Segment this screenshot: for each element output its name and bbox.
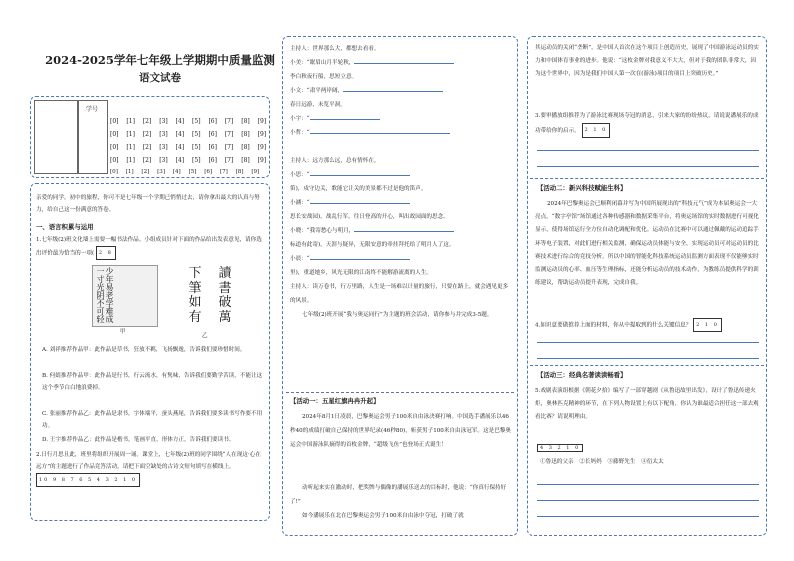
id-label: 学号: [86, 106, 99, 113]
line-text: 小涵：“: [290, 200, 310, 206]
answer-blank[interactable]: [310, 197, 410, 204]
char: 讀: [218, 266, 232, 281]
line-continuation: 笛)，戍守边关，歌能它让关的美景都不过是他的笛声。: [290, 186, 427, 192]
student-line-xiaoxiao: [290, 224, 512, 238]
activity-one-heading: 【活动一：五星红旗冉冉升起】: [290, 397, 380, 405]
activity-one-para-3: 如今潘展乐在北在巴黎奥运会男子100米自由泳中夺冠，打破了就: [302, 513, 464, 519]
id-left-box: [34, 100, 78, 174]
answer-blank[interactable]: [380, 127, 450, 134]
answer-line[interactable]: [537, 500, 759, 501]
activity-two-heading: 【活动二：新兴科技赋能生科】: [537, 184, 627, 192]
host-line-3: 主持人：读万卷书，行万里路，人生是一场难以计量的旅行，只要在路上，就会遇见更多的风景。: [290, 284, 509, 304]
option-a[interactable]: A. 刘祥推荐作品甲：此作品是草书，狂放不羁，飞扬飘逸，告诉我们要珍惜时间。: [42, 347, 246, 353]
line-text: 小晓：“我寄愁心与明月，: [290, 228, 355, 234]
char: 書: [218, 280, 232, 296]
host-line-2: 主持人：远方那么远，总有情怀在。: [290, 158, 380, 164]
student-line-xiaomei: [290, 56, 512, 70]
class-activity-intro: 七年级(2)班开展“我与奥运同行”为主题的班会活动，请你参与并完成3-5题。: [302, 312, 493, 318]
line-text: 小哲：“: [290, 130, 310, 136]
column-three-top-para: 其运动员的关闭“垄断”，是中国人首次在这个项目上创造历史，展现了中国游泳运动员的实力和中国体育事业的进步。他说：“这枚金牌对我意义不大大，但对于我的团队非常大，因为这个世界中，因为是我们中国人第一次在(游泳)项目的项目上突破历史。”: [535, 45, 759, 77]
student-line-xiaosi: [290, 168, 512, 182]
student-line-xiaohan: [290, 196, 512, 210]
calligraphy-a: [92, 265, 158, 327]
option-c[interactable]: C. 张丽推荐作品乙：此作品是隶书，字体端平，蚕头燕尾，告诉我们要多读书写作要不用功。: [42, 411, 263, 429]
answer-blank[interactable]: [310, 169, 410, 176]
student-line-xiaozhe: [290, 126, 512, 140]
activity-three-heading: 【活动三：经典名著读读畅看】: [537, 371, 627, 379]
activity-three-rule: [530, 365, 764, 366]
question-5-score-boxes[interactable]: [537, 437, 583, 456]
char: 筆: [188, 280, 202, 296]
activity-one-para-1: 2024年8月1日凌晨，巴黎奥运会男子100米自由泳决赛打响。中国选手潘展乐以46秒40的成绩打破自己保持的世界纪录(46秒80)，斩获男子100米自由泳冠军。这是巴黎奥运会中国游泳队摘得的首枚金牌，“超级飞鱼”也登场正式诞生！: [290, 414, 511, 448]
calligraphy-b-col2: [188, 267, 202, 325]
question-4: [535, 318, 761, 332]
question-3: [535, 110, 761, 138]
id-row-2[interactable]: [0] [1] [2] [3] [4] [5] [6] [7] [8] [9]: [110, 131, 267, 138]
question-5-choices[interactable]: ①鲁迅的父亲 ②长妈妈 ③藤野先生 ④衍太太: [540, 459, 664, 465]
student-line-xiaowen: [290, 84, 512, 98]
question-1-text: 1.七年级(2)班文化墙上需要一幅书法作品。小组成员针对下面的作品给出发表意见，请你选出评价最为恰当的一项(: [36, 237, 262, 257]
section-one-heading: 一、语言积累与运用: [36, 223, 94, 231]
calligraphy-b: [172, 265, 238, 327]
exam-title: 2024-2025学年七年级上学期期中质量监测: [45, 53, 275, 67]
exam-subject: 语文试卷: [139, 72, 181, 84]
answer-line[interactable]: [537, 342, 759, 343]
line-text: 小思：“: [290, 172, 310, 178]
intro-text: 亲爱的同学，初中的旅程，你可不是七年级一个学期已悄悄过去，请你拿出最大的认真与努力，给自己这一份满意的答卷。: [36, 195, 260, 213]
option-d[interactable]: D. 王宇推荐作品乙：此作品是楷书，笔画平直，形体方正，告诉我们要读书。: [42, 437, 235, 443]
activity-one-para-2: 动听起来实在激动时，把奖牌与偶像的潘展乐送去的目标时，他说：“你真行保持好了!”: [290, 485, 507, 505]
student-line-xiaoyu: [290, 112, 512, 126]
id-row-4[interactable]: [0] [1] [2] [3] [4] [5] [6] [7] [8] [9]: [110, 157, 267, 164]
answer-blank[interactable]: [310, 127, 380, 134]
question-2: [36, 449, 264, 487]
question-2-score-boxes[interactable]: 10 9 8 7 6 5 4 3 2 1 0: [36, 473, 140, 487]
label-a: 甲: [120, 329, 126, 335]
column-two-text: [290, 42, 512, 322]
line-text: 小晨：“: [290, 256, 310, 262]
option-b[interactable]: B. 何婧推荐作品甲：此作品是行书，行云流水，有隽味，告诉我们要勤学苦读，不能让这这个季节白白地浪费掉。: [42, 373, 263, 391]
id-row-3[interactable]: [0] [1] [2] [3] [4] [5] [6] [7] [8] [9]: [110, 144, 267, 151]
answer-line[interactable]: [537, 150, 759, 151]
char: 萬: [218, 309, 232, 325]
char: 下: [188, 266, 202, 281]
line-continuation: 李白秋夜行船，思短立意。: [290, 74, 358, 80]
question-3-text: 3.要审播放组推荐为了游泳比赛现场夺冠的消息，引来大家的纷纷热议，请说说潘展乐的成功带给你的启示。: [535, 113, 759, 134]
line-continuation: 标道有此寄)，天涯与疑异，无限安意的牵挂拜托给了明月人了这。: [290, 242, 455, 248]
line-continuation: 春日远游，未览平洞。: [290, 102, 346, 108]
answer-blank[interactable]: [343, 85, 443, 92]
answer-line[interactable]: [537, 484, 759, 485]
answer-line[interactable]: [537, 166, 759, 167]
calligraphy-b-col1: [218, 267, 232, 325]
char: 破: [218, 295, 232, 310]
question-4-score-boxes[interactable]: 2 1 0: [693, 318, 722, 332]
question-3-score-boxes[interactable]: 2 1 0: [582, 123, 611, 138]
student-line-xiaochen: [290, 252, 512, 266]
line-continuation: 里)，重道她乡，风光无限的江南终不能解游流离的人生。: [290, 270, 433, 276]
host-line-1: 主持人：世界那么大，都想去看看。: [290, 46, 380, 52]
line-text: 小文：“肃平两岸阔，: [290, 88, 344, 94]
answer-line[interactable]: [537, 358, 759, 359]
score-boxes[interactable]: 4 3 2 1 0: [537, 444, 583, 452]
calligraphy-a-text: 少年易老学难成 一寸光阴不可轻: [96, 267, 114, 323]
answer-blank[interactable]: [354, 225, 454, 232]
line-continuation: 思长安战园)，战乱行军，往日登高的开心，叫出故园面的思念。: [290, 214, 449, 220]
char: 如: [188, 295, 202, 310]
activity-two-para: 2024年巴黎奥运会已顺利闭幕并写为中国所展现出的“科技元气”成为本届奥运会一大亮点。“数字亭馆”场馆通过各种传感器和数据采集平台，将奥运场馆的实时数据进行可视化显示，使得场馆运行全方位自动化调配和优化。运动员在比赛中可以通过佩戴的运动追踪手环等电子装置，对此们进行相关监测，确保运动员体能与安全，实现运动员可对运动员的比赛技术进行综合的竞技分析。所以中国的智能化科技系统运动员监测方面表现不仅能够实时监测运动员的心率、血压等生理指标，还能分析运动员的技术动作，为教练员提供科学的训练建议，帮助运动员提升表现，完成自我。: [535, 201, 759, 287]
line-text: 小美：“眠眉山月半轮秋，: [290, 60, 355, 66]
question-2-text: 2.日行月思且此，班里将组织开展周一诵。课堂上，七年级(2)班的同学围绕“人在现这·心在远方”的主题进行了作品竞答活动。请把下面空缺处的古诗文短句填写在横线上。: [36, 452, 261, 470]
id-row-1[interactable]: [0] [1] [2] [3] [4] [5] [6] [7] [8] [9]: [110, 118, 267, 125]
line-text: 小宇：“: [290, 116, 310, 122]
label-b: 乙: [202, 333, 208, 339]
answer-blank[interactable]: [310, 113, 380, 120]
question-4-text: 4.如识意要做推荐上面的材料，你从中提取到的什么关键信息？: [535, 322, 692, 329]
char: 有: [188, 309, 202, 325]
question-1: [36, 234, 264, 260]
id-row-5[interactable]: [0] [1] [2] [3] [4] [5] [6] [7] [8] [9]: [110, 169, 260, 175]
question-1-score-boxes[interactable]: 2 8: [96, 246, 116, 260]
activity-two-rule: [530, 178, 764, 179]
answer-blank[interactable]: [354, 57, 454, 64]
answer-blank[interactable]: [310, 253, 410, 260]
answer-line[interactable]: [537, 516, 759, 517]
activity-one-rule: [286, 392, 514, 393]
question-5: 5.戏剧表演组根据《朝花夕拾》编写了一部穿越剧《从鲁迅故里出发》，设计了鲁迅传递火炬，奥林匹克精神的环节，在下列人物设置上有以下配角，你认为谁最适合担任这一部去观看比赛？请说明理由。: [535, 388, 759, 420]
